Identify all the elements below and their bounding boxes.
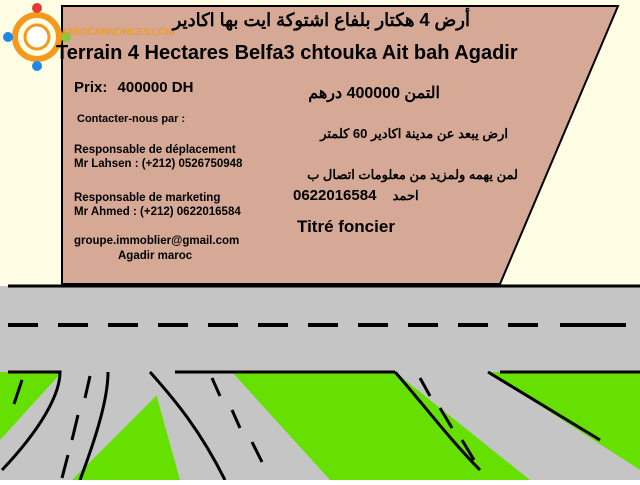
contact-heading: Contacter-nous par :: [77, 113, 186, 125]
contact-marketing: [74, 191, 241, 219]
logo-text: MAROCANNONCES.COM: [58, 27, 175, 38]
road: [0, 286, 640, 372]
phone-number: 0622016584: [293, 187, 377, 204]
phone-line: [293, 187, 419, 204]
resp-marketing-contact: Mr Ahmed : (+212) 0622016584: [74, 206, 241, 218]
french-title: Terrain 4 Hectares Belfa3 chtouka Ait bah Agadir: [56, 42, 518, 64]
contact-deplacement: [74, 143, 242, 171]
title-status: Titré foncier: [297, 217, 395, 236]
price-line: [74, 79, 193, 96]
contact-name-arabic: احمد: [392, 188, 419, 203]
arabic-title: أرض 4 هكتار بلفاع اشتوكة ايت بها اكادير: [172, 10, 470, 30]
email: groupe.immoblier@gmail.com: [74, 235, 240, 247]
price-label: Prix:: [74, 79, 108, 96]
resp-deplacement-contact: Mr Lahsen : (+212) 0526750948: [74, 158, 243, 170]
city: Agadir maroc: [118, 250, 193, 262]
price-arabic: التمن 400000 درهم: [308, 85, 440, 102]
distance-arabic: ارض يبعد عن مدينة اكادير 60 كلمتر: [320, 126, 508, 141]
resp-deplacement-title: Responsable de déplacement: [74, 144, 236, 156]
info-arabic: لمن يهمه ولمزيد من معلومات اتصال ب: [307, 167, 518, 182]
price-value: 400000 DH: [117, 79, 194, 96]
resp-marketing-title: Responsable de marketing: [74, 192, 221, 204]
